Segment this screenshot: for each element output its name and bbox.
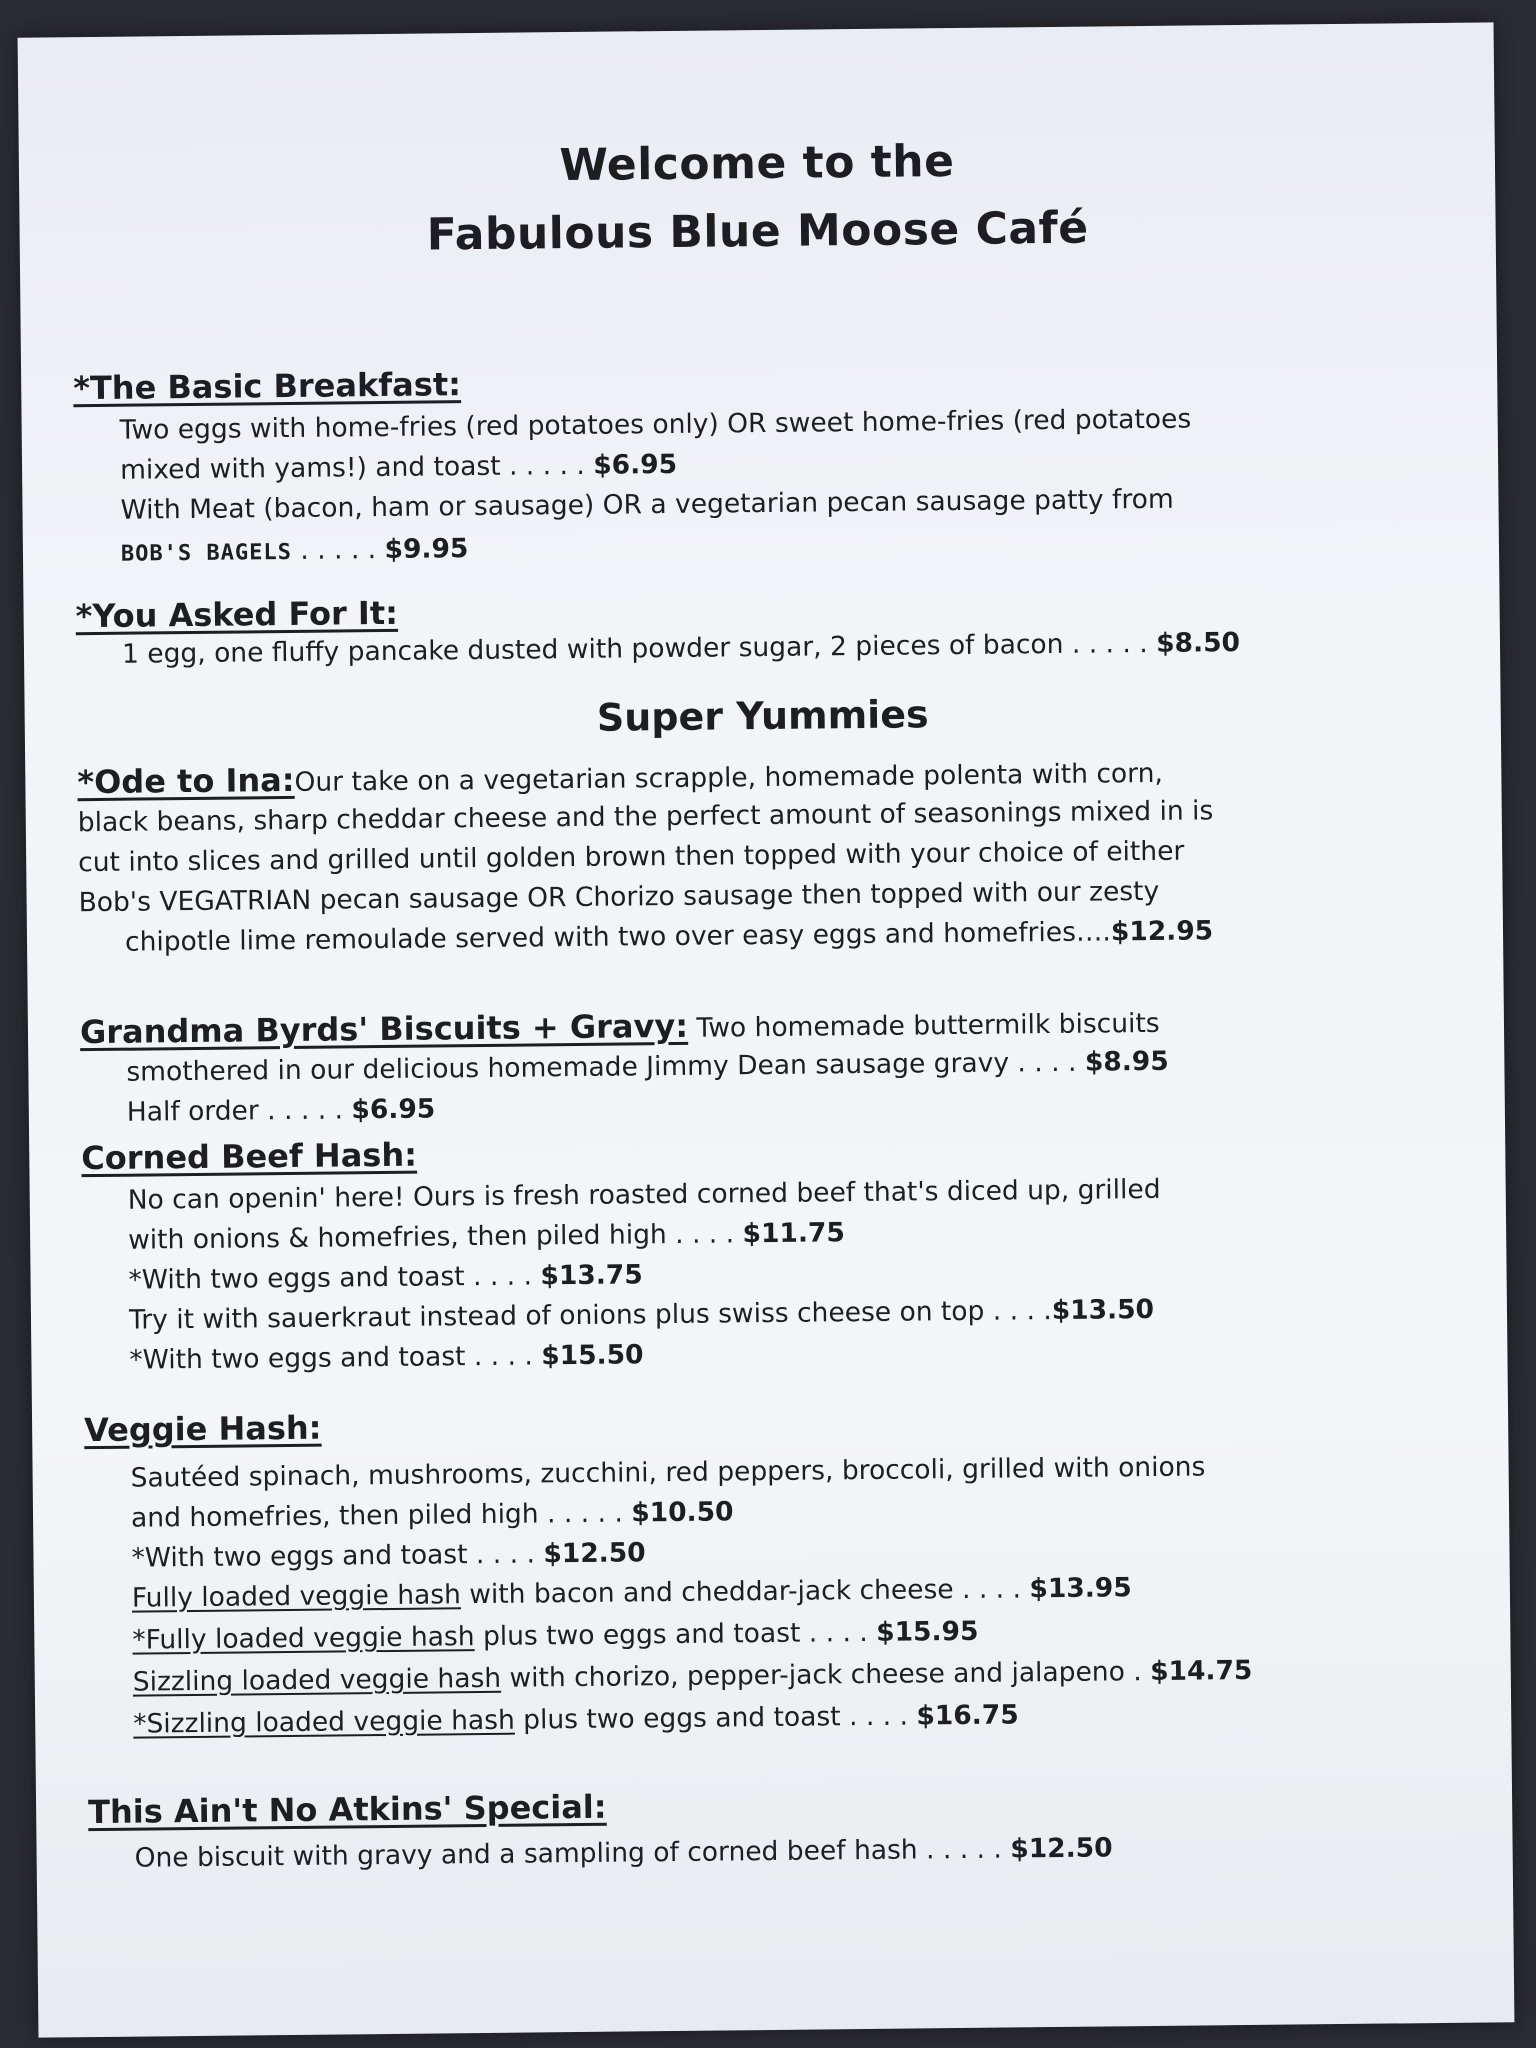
ode-to-ina-text-1: Our take on a vegetarian scrapple, homemade polenta with corn, bbox=[294, 757, 1163, 798]
veggie-hash-price: $10.50 bbox=[631, 1496, 734, 1529]
basic-breakfast-meat-price: $9.95 bbox=[384, 533, 469, 565]
you-asked-text: 1 egg, one fluffy pancake dusted with powder sugar, 2 pieces of bacon . . . . . bbox=[121, 627, 1148, 670]
ode-to-ina-text-5: chipotle lime remoulade served with two over easy eggs and homefries…. bbox=[124, 916, 1112, 958]
basic-breakfast-dots: . . . . . bbox=[291, 534, 377, 566]
atkins-text: One biscuit with gravy and a sampling of corned beef hash . . . . . bbox=[134, 1833, 1003, 1874]
bobs-bagels-brand: BOB'S BAGELS bbox=[120, 539, 293, 567]
basic-breakfast-line-2 bbox=[120, 449, 677, 487]
sizzling-loaded-eggs-price: $16.75 bbox=[916, 1699, 1019, 1732]
biscuits-gravy-line-2 bbox=[126, 1046, 1169, 1089]
ode-to-ina-line-5 bbox=[125, 915, 1213, 958]
corned-beef-text-5: *With two eggs and toast . . . . bbox=[129, 1340, 534, 1376]
sizzling-loaded-eggs-text: plus two eggs and toast . . . . bbox=[514, 1700, 909, 1736]
corned-beef-price: $11.75 bbox=[742, 1217, 845, 1250]
biscuits-gravy-heading: Grandma Byrds' Biscuits + Gravy: bbox=[79, 1006, 689, 1052]
veggie-hash-text-3: *With two eggs and toast . . . . bbox=[131, 1538, 536, 1574]
super-yummies-heading: Super Yummies bbox=[596, 692, 929, 740]
basic-breakfast-price: $6.95 bbox=[593, 448, 678, 481]
title-line-1: Welcome to the bbox=[559, 135, 955, 192]
basic-breakfast-line-4 bbox=[121, 533, 469, 568]
corned-beef-line-3 bbox=[128, 1259, 642, 1296]
fully-loaded-price: $13.95 bbox=[1029, 1572, 1132, 1605]
veggie-hash-line-4 bbox=[132, 1572, 1132, 1614]
fully-loaded-eggs-price: $15.95 bbox=[876, 1615, 979, 1648]
veggie-hash-eggs-price: $12.50 bbox=[543, 1537, 646, 1570]
half-order-price: $6.95 bbox=[351, 1093, 436, 1126]
basic-breakfast-line-3: With Meat (bacon, ham or sausage) OR a vegetarian pecan sausage patty from bbox=[120, 483, 1174, 526]
ode-to-ina-line-2: black beans, sharp cheddar cheese and the perfect amount of seasonings mixed in is bbox=[77, 795, 1214, 839]
atkins-heading: This Ain't No Atkins' Special: bbox=[87, 1787, 607, 1832]
ode-to-ina-heading: *Ode to Ina: bbox=[77, 760, 295, 802]
biscuits-gravy-line-3 bbox=[127, 1093, 436, 1128]
atkins-price: $12.50 bbox=[1010, 1832, 1113, 1865]
atkins-line-1 bbox=[134, 1832, 1112, 1874]
corned-beef-heading: Corned Beef Hash: bbox=[81, 1135, 418, 1178]
corned-beef-line-5 bbox=[129, 1339, 643, 1376]
sizzling-loaded-text: with chorizo, pepper-jack cheese and jalapeno . bbox=[500, 1656, 1142, 1694]
veggie-hash-line-7 bbox=[133, 1699, 1019, 1740]
veggie-hash-heading: Veggie Hash: bbox=[83, 1408, 322, 1450]
corned-beef-eggs-price: $13.75 bbox=[540, 1259, 643, 1292]
basic-breakfast-heading: *The Basic Breakfast: bbox=[73, 365, 462, 408]
corned-beef-line-2 bbox=[128, 1217, 845, 1256]
ode-to-ina-line-4: Bob's VEGATRIAN pecan sausage OR Chorizo sausage then topped with our zesty bbox=[78, 875, 1160, 919]
corned-beef-kraut-eggs-price: $15.50 bbox=[541, 1339, 644, 1372]
half-order-text: Half order . . . . . bbox=[126, 1094, 344, 1128]
you-asked-price: $8.50 bbox=[1155, 627, 1241, 659]
corned-beef-text-3: *With two eggs and toast . . . . bbox=[128, 1260, 533, 1296]
fully-loaded-text: with bacon and cheddar-jack cheese . . . . bbox=[460, 1573, 1022, 1611]
ode-to-ina-line-3: cut into slices and grilled until golden brown then topped with your choice of either bbox=[78, 835, 1185, 879]
biscuits-gravy-price: $8.95 bbox=[1084, 1045, 1169, 1078]
veggie-hash-line-1: Sautéed spinach, mushrooms, zucchini, red peppers, broccoli, grilled with onions bbox=[130, 1451, 1206, 1494]
ode-to-ina-price: $12.95 bbox=[1110, 915, 1214, 948]
fully-loaded-eggs-text: plus two eggs and toast . . . . bbox=[474, 1616, 868, 1653]
veggie-hash-text-2: and homefries, then piled high . . . . . bbox=[130, 1497, 623, 1534]
title-line-2: Fabulous Blue Moose Café bbox=[426, 202, 1089, 261]
corned-beef-line-1: No can openin' here! Ours is fresh roasted corned beef that's diced up, grilled bbox=[127, 1173, 1161, 1216]
corned-beef-text-4: Try it with sauerkraut instead of onions plus swiss cheese on top . . . . bbox=[128, 1295, 1052, 1336]
fully-loaded-eggs-name: *Fully loaded veggie hash bbox=[132, 1621, 475, 1656]
sizzling-loaded-price: $14.75 bbox=[1149, 1654, 1253, 1688]
ode-to-ina-line-1 bbox=[77, 752, 1163, 802]
corned-beef-text-2: with onions & homefries, then piled high . . . . bbox=[128, 1218, 735, 1256]
veggie-hash-line-6 bbox=[133, 1655, 1253, 1699]
sizzling-loaded-name: Sizzling loaded veggie hash bbox=[132, 1662, 502, 1698]
sizzling-loaded-eggs-name: *Sizzling loaded veggie hash bbox=[133, 1704, 515, 1740]
menu-sheet bbox=[18, 22, 1515, 2037]
you-asked-line-1 bbox=[122, 627, 1240, 671]
biscuits-gravy-text-1: Two homemade buttermilk biscuits bbox=[687, 1007, 1160, 1044]
veggie-hash-line-3 bbox=[131, 1537, 645, 1574]
basic-breakfast-line-2-text: mixed with yams!) and toast . . . . . bbox=[119, 449, 585, 486]
corned-beef-line-4 bbox=[129, 1294, 1154, 1337]
fully-loaded-name: Fully loaded veggie hash bbox=[131, 1579, 462, 1614]
veggie-hash-line-2 bbox=[131, 1496, 734, 1534]
veggie-hash-line-5 bbox=[132, 1616, 978, 1657]
biscuits-gravy-line-1 bbox=[80, 1002, 1160, 1052]
you-asked-heading: *You Asked For It: bbox=[75, 593, 399, 636]
basic-breakfast-line-1: Two eggs with home-fries (red potatoes only) OR sweet home-fries (red potatoes bbox=[119, 403, 1192, 446]
biscuits-gravy-text-2: smothered in our delicious homemade Jimmy Dean sausage gravy . . . . bbox=[126, 1046, 1077, 1088]
corned-beef-kraut-price: $13.50 bbox=[1051, 1293, 1155, 1327]
